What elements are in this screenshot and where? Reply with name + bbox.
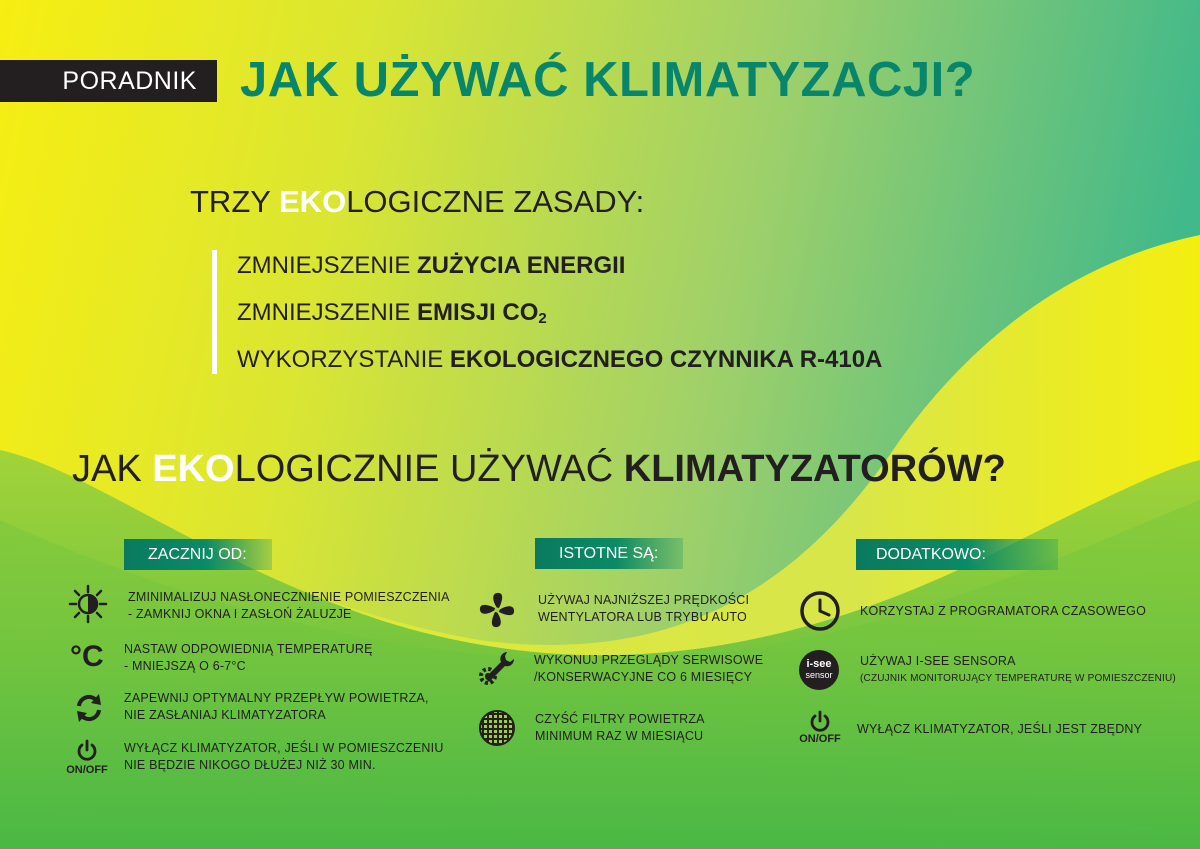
item-line: NIE ZASŁANIAJ KLIMATYZATORA [124,708,326,722]
refresh-arrows-icon [72,691,106,725]
item-line: WYŁĄCZ KLIMATYZATOR, JEŚLI JEST ZBĘDNY [857,722,1143,736]
on-off-label: ON/OFF [66,764,108,776]
list-item [124,740,444,774]
wrench-gear-icon [477,648,517,688]
list-item [538,592,749,626]
item-line: ZMINIMALIZUJ NASŁONECZNIENIE POMIESZCZENIA [128,590,450,604]
on-off-label: ON/OFF [799,733,841,745]
item-line: CZYŚĆ FILTRY POWIETRZA [535,712,705,726]
rule-bold: EMISJI CO [417,299,539,326]
rule-item [237,252,625,280]
usage-heading-middle: LOGICZNIE UŻYWAĆ [234,448,624,490]
item-line: NASTAW ODPOWIEDNIĄ TEMPERATURĘ [124,642,373,656]
item-line: KORZYSTAJ Z PROGRAMATORA CZASOWEGO [860,604,1146,618]
rules-heading-eko: EKO [279,184,347,219]
rule-bold: EKOLOGICZNEGO CZYNNIKA R-410A [449,346,883,373]
item-line: (CZUJNIK MONITORUJĄCY TEMPERATURĘ W POMIESZCZENIU) [860,673,1176,684]
usage-heading-prefix: JAK [72,448,153,490]
column-header-additional: DODATKOWO: [856,539,1058,570]
usage-heading-bold: KLIMATYZATORÓW? [623,448,1006,490]
power-icon [809,710,831,732]
rule-text: ZMNIEJSZENIE [237,252,418,279]
list-item [128,589,450,623]
sensor-text: sensor [805,670,833,680]
item-line: WYŁĄCZ KLIMATYZATOR, JEŚLI W POMIESZCZENIU [124,741,444,755]
rules-heading-suffix: LOGICZNE ZASADY: [346,184,645,219]
item-line: UŻYWAJ NAJNIŻSZEJ PRĘDKOŚCI [538,593,750,607]
clock-icon [799,590,841,632]
usage-heading-eko: EKO [152,448,235,490]
rule-text: WYKORZYSTANIE [237,346,450,373]
i-see-sensor-icon [799,650,839,690]
list-item [535,711,705,745]
list-item [124,641,373,675]
i-see-text: i-see [806,658,832,670]
rule-bold: ZUŻYCIA ENERGII [417,252,626,279]
item-line: WENTYLATORA LUB TRYBU AUTO [538,610,747,624]
column-header-start: ZACZNIJ OD: [124,539,272,570]
power-icon [76,739,98,761]
list-item [534,652,763,686]
filter-mesh-icon [478,709,516,747]
rules-heading [190,184,644,220]
celsius-icon: °C [70,640,104,673]
usage-heading [72,448,1006,491]
fan-icon [477,590,517,630]
list-item [124,690,429,724]
item-line: WYKONUJ PRZEGLĄDY SERWISOWE [534,653,764,667]
rules-heading-prefix: TRZY [190,184,279,219]
rule-subscript: 2 [538,310,547,327]
rule-item [237,299,547,327]
item-line: MINIMUM RAZ W MIESIĄCU [535,729,704,743]
item-line: UŻYWAJ I-SEE SENSORA [860,654,1016,668]
item-line: ZAPEWNIJ OPTYMALNY PRZEPŁYW POWIETRZA, [124,691,429,705]
page-title: JAK UŻYWAĆ KLIMATYZACJI? [240,53,976,107]
rule-text: ZMNIEJSZENIE [237,299,418,326]
sun-half-icon [68,584,108,624]
item-line: - MNIEJSZĄ O 6-7°C [124,659,246,673]
rules-divider [212,250,217,374]
column-header-important: ISTOTNE SĄ: [535,538,683,569]
list-item [860,603,1146,620]
rule-item [237,346,882,374]
item-line: - ZAMKNIJ OKNA I ZASŁOŃ ŻALUZJE [128,607,352,621]
list-item [860,653,1176,687]
list-item [857,721,1142,738]
item-line: /KONSERWACYJNE CO 6 MIESIĘCY [534,670,753,684]
guide-tag: PORADNIK [0,60,217,102]
item-line: NIE BĘDZIE NIKOGO DŁUŻEJ NIŻ 30 MIN. [124,758,376,772]
